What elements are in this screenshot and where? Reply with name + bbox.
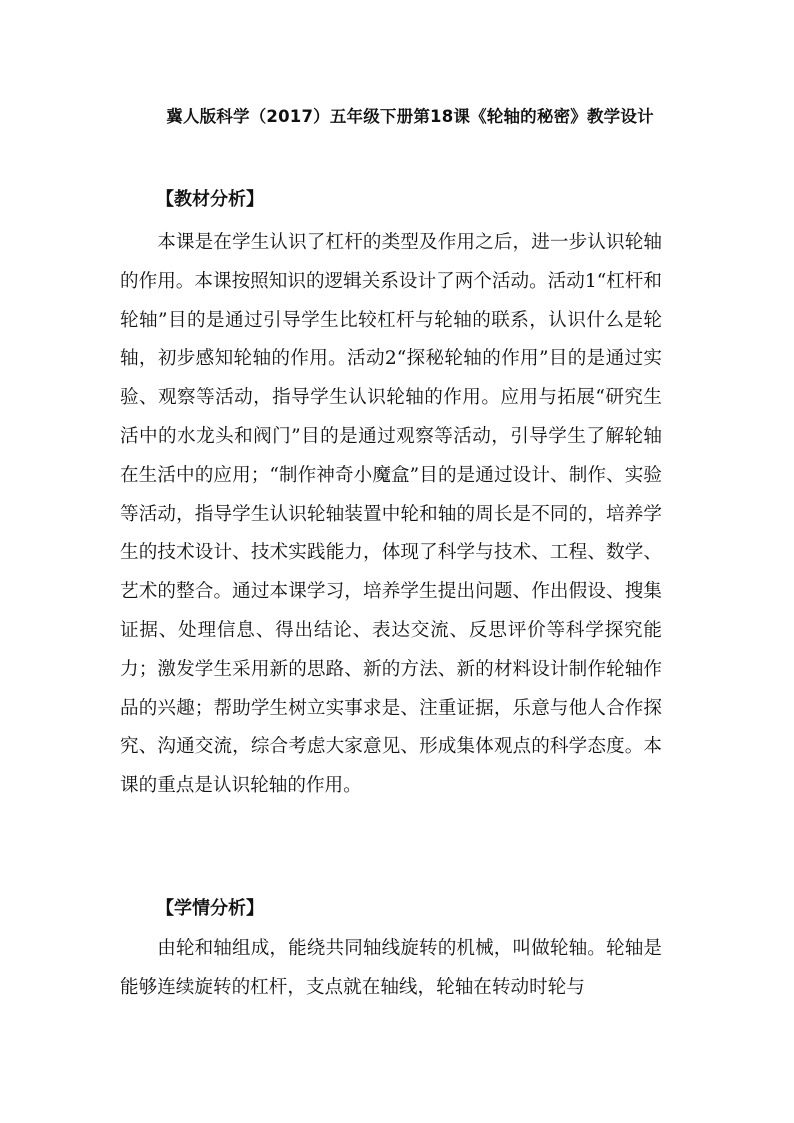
paragraph-textbook-analysis: 本课是在学生认识了杠杆的类型及作用之后，进一步认识轮轴的作用。本课按照知识的逻辑关系设计了两个活动。活动1“杠杆和轮轴”目的是通过引导学生比较杠杆与轮轴的联系，认识什么是轮轴，初步感知轮轴的作用。活动2“探秘轮轴的作用”目的是通过实验、观察等活动，指导学生认识轮轴的作用。应用与拓展“研究生活中的水龙头和阀门”目的是通过观察等活动，引导学生了解轮轴在生活中的应用；“制作神奇小魔盒”目的是通过设计、制作、实验等活动，指导学生认识轮轴装置中轮和轴的周长是不同的，培养学生的技术设计、技术实践能力，体现了科学与技术、工程、数学、艺术的整合。通过本课学习，培养学生提出问题、作出假设、搜集证据、处理信息、得出结论、表达交流、反思评价等科学探究能力；激发学生采用新的思路、新的方法、新的材料设计制作轮轴作品的兴趣；帮助学生树立实事求是、注重证据，乐意与他人合作探究、沟通交流，综合考虑大家意见、形成集体观点的科学态度。本课的重点是认识轮轴的作用。 bbox=[120, 232, 662, 797]
section-heading-textbook-analysis: 【教材分析】 bbox=[156, 189, 264, 210]
section-heading-student-analysis: 【学情分析】 bbox=[156, 898, 264, 919]
document-title: 冀人版科学（2017）五年级下册第18课《轮轴的秘密》教学设计 bbox=[166, 107, 654, 126]
paragraph-student-analysis: 由轮和轴组成，能绕共同轴线旋转的机械，叫做轮轴。轮轴是能够连续旋转的杠杆，支点就在轴线，轮轴在转动时轮与 bbox=[120, 938, 662, 998]
